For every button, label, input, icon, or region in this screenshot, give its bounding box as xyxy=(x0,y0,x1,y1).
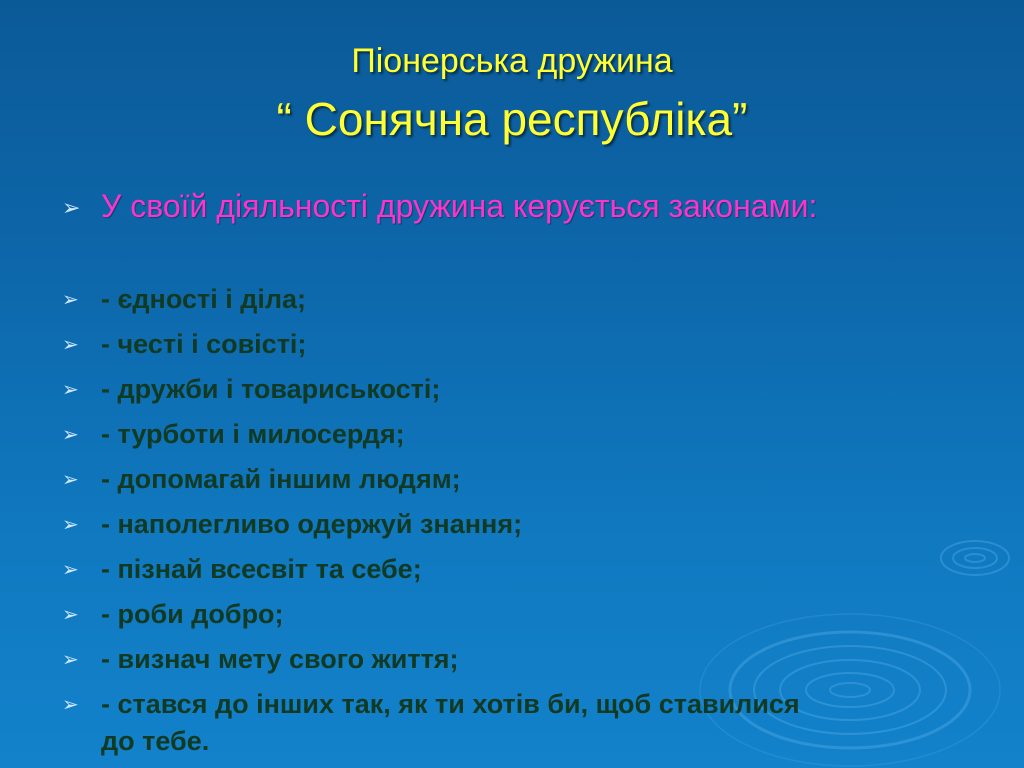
law-text: - наполегливо одержуй знання; xyxy=(101,509,523,539)
law-text: - дружби і товариськості; xyxy=(101,374,441,404)
lead-text: У своїй діяльності дружина керується законами: xyxy=(101,188,818,224)
arrow-bullet-icon: ➢ xyxy=(62,604,79,626)
law-text: - єдності і діла; xyxy=(101,284,307,314)
arrow-bullet-icon: ➢ xyxy=(62,379,79,401)
law-text: - визнач мету свого життя; xyxy=(101,644,459,674)
arrow-bullet-icon: ➢ xyxy=(62,649,79,671)
arrow-bullet-icon: ➢ xyxy=(62,195,81,220)
arrow-bullet-icon: ➢ xyxy=(62,334,79,356)
slide-title-line1: Піонерська дружина xyxy=(351,42,673,80)
law-text: - пізнай всесвіт та себе; xyxy=(101,554,422,584)
arrow-bullet-icon: ➢ xyxy=(62,469,79,491)
law-text: - допомагай іншим людям; xyxy=(101,464,461,494)
arrow-bullet-icon: ➢ xyxy=(62,694,79,716)
slide-title-line2: “ Сонячна республіка” xyxy=(276,93,748,145)
law-text: - турботи і милосердя; xyxy=(101,419,405,449)
arrow-bullet-icon: ➢ xyxy=(62,289,79,311)
arrow-bullet-icon: ➢ xyxy=(62,424,79,446)
law-text: - честі і совісті; xyxy=(101,329,307,359)
arrow-bullet-icon: ➢ xyxy=(62,514,79,536)
arrow-bullet-icon: ➢ xyxy=(62,559,79,581)
law-text: - роби добро; xyxy=(101,599,284,629)
law-text: - стався до інших так, як ти хотів би, щоб ставилися до тебе. xyxy=(101,689,800,756)
